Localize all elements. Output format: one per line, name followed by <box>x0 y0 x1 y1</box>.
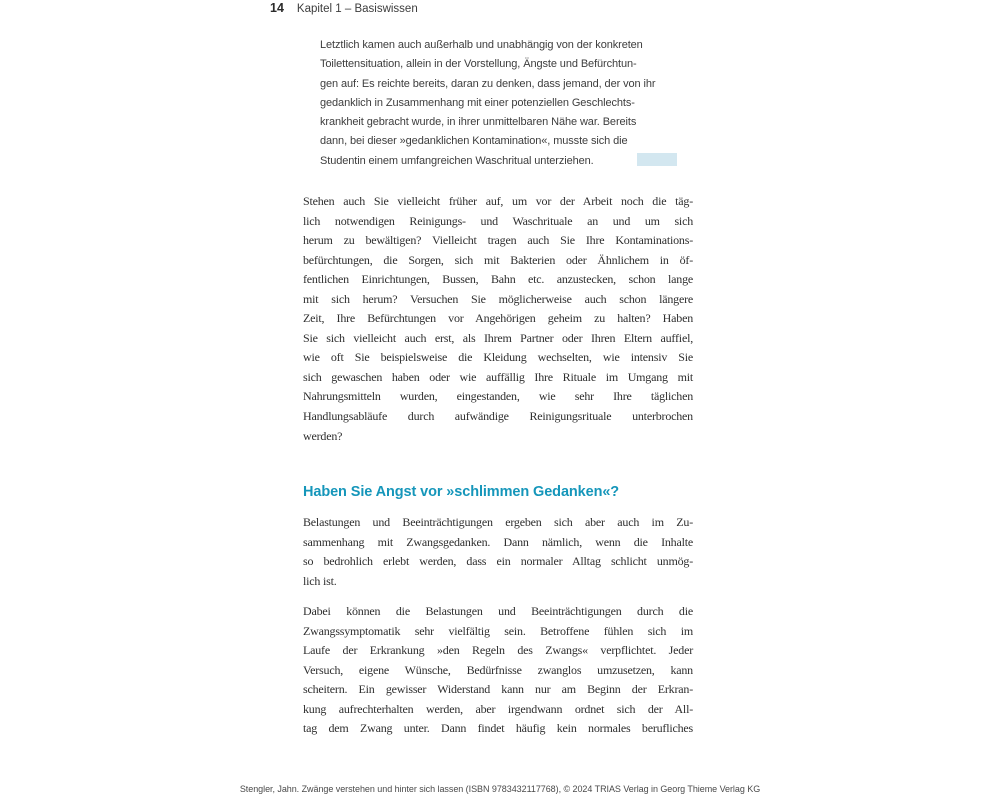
text-line: kung aufrechterhalten werden, aber irgendwann ordnet sich der All- <box>303 701 693 716</box>
footer-citation: Stengler, Jahn. Zwänge verstehen und hinter sich lassen (ISBN 9783432117768), © 2024 TRIAS Verlag in Georg Thieme Verlag KG <box>239 784 761 794</box>
page-footer <box>0 784 1000 794</box>
text-line: sich gewaschen haben oder wie auffällig Ihre Rituale im Umgang mit <box>303 369 693 384</box>
text-line: gedanklich in Zusammenhang mit einer potenziellen Geschlechts- <box>320 96 635 109</box>
text-line: krankheit gebracht wurde, in ihrer unmittelbaren Nähe war. Bereits <box>320 116 637 129</box>
text-line: Handlungsabläufe durch aufwändige Reinigungsrituale unterbrochen <box>303 409 693 424</box>
text-line: Nahrungsmitteln wurden, eingestanden, wie sehr Ihre täglichen <box>303 389 693 404</box>
text-line: Versuch, eigene Wünsche, Bedürfnisse zwanglos umzusetzen, kann <box>303 662 693 677</box>
text-line: fentlichen Einrichtungen, Bussen, Bahn etc. anzustecken, schon lange <box>303 272 693 287</box>
text-line: werden? <box>303 428 343 443</box>
text-line: lich notwendigen Reinigungs- und Waschrituale an und um sich <box>303 213 693 228</box>
text-line: herum zu bewältigen? Vielleicht tragen auch Sie Ihre Kontaminations- <box>303 233 693 248</box>
text-line: Zwangssymptomatik sehr vielfältig sein. Betroffene fühlen sich im <box>303 623 693 638</box>
text-line: wie oft Sie beispielsweise die Kleidung wechselten, wie intensiv Sie <box>303 350 693 365</box>
text-line: befürchtungen, die Sorgen, sich mit Bakterien oder Ähnlichem in öf- <box>303 252 693 267</box>
text-line: Toilettensituation, allein in der Vorstellung, Ängste und Befürchtun- <box>320 58 637 71</box>
text-line: gen auf: Es reichte bereits, daran zu denken, dass jemand, der von ihr <box>320 77 656 90</box>
text-line: lich ist. <box>303 573 337 588</box>
page-number: 14 <box>270 1 284 15</box>
text-line: scheitern. Ein gewisser Widerstand kann nur am Beginn der Erkran- <box>303 682 693 697</box>
case-excerpt <box>320 36 685 171</box>
running-head <box>270 1 418 15</box>
text-line: tag dem Zwang unter. Dann findet häufig kein normales berufliches <box>303 721 693 736</box>
text-line: mit sich herum? Versuchen Sie möglicherweise auch schon längere <box>303 291 693 306</box>
text-line: so bedrohlich erlebt werden, dass ein normaler Alltag schlicht unmög- <box>303 554 693 569</box>
text-line: Dabei können die Belastungen und Beeinträchtigungen durch die <box>303 604 693 618</box>
section-heading: Haben Sie Angst vor »schlimmen Gedanken«? <box>303 484 620 500</box>
text-line: dann, bei dieser »gedanklichen Kontamination«, musste sich die <box>320 135 628 148</box>
text-line: sammenhang mit Zwangsgedanken. Dann nämlich, wenn die Inhalte <box>303 534 693 549</box>
body-paragraph-2 <box>303 513 693 591</box>
chapter-title: Kapitel 1 – Basiswissen <box>296 3 418 15</box>
text-highlight <box>637 153 677 166</box>
body-paragraph-3 <box>303 602 693 739</box>
body-paragraph-1 <box>303 192 693 446</box>
text-line: Belastungen und Beeinträchtigungen ergeben sich aber auch im Zu- <box>303 515 693 529</box>
text-line: Sie sich vielleicht auch erst, als Ihrem Partner oder Ihren Eltern auffiel, <box>303 330 693 345</box>
text-line: Stehen auch Sie vielleicht früher auf, um vor der Arbeit noch die täg- <box>303 194 693 208</box>
text-line: Studentin einem umfangreichen Waschritual unterziehen. <box>320 154 594 167</box>
text-line: Letztlich kamen auch außerhalb und unabhängig von der konkreten <box>320 39 643 51</box>
text-line: Laufe der Erkrankung »den Regeln des Zwangs« verpflichtet. Jeder <box>303 643 693 658</box>
text-line: Zeit, Ihre Befürchtungen vor Angehörigen geheim zu halten? Haben <box>303 311 693 326</box>
